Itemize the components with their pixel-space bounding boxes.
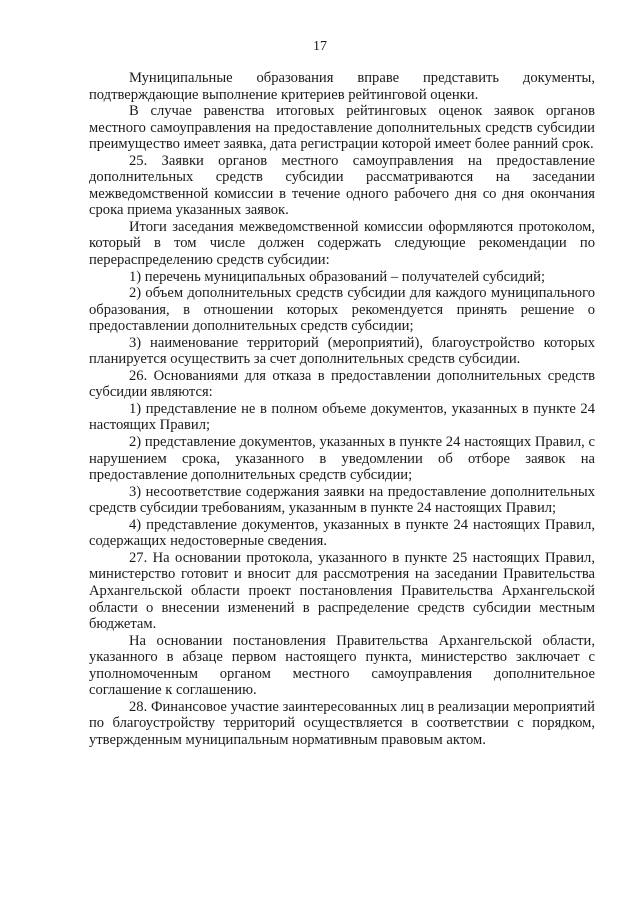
list-item: 3) несоответствие содержания заявки на предоставление дополнительных средств субсидии требованиям, указанным в пункте 24 настоящих Правил; [89, 483, 595, 517]
list-item: 1) представление не в полном объеме документов, указанных в пункте 24 настоящих Правил; [89, 400, 595, 434]
paragraph: На основании постановления Правительства Архангельской области, указанного в абзаце первом настоящего пункта, министерство заключает с уполномоченным органом местного самоуправления дополнительное соглашение к соглашению. [89, 632, 595, 699]
paragraph: 25. Заявки органов местного самоуправления на предоставление дополнительных средств субсидии рассматриваются на заседании межведомственной комиссии в течение одного рабочего дня со дня окончания срока приема указанных заявок. [89, 152, 595, 219]
paragraph: Муниципальные образования вправе представить документы, подтверждающие выполнение критериев рейтинговой оценки. [89, 70, 595, 103]
paragraph: В случае равенства итоговых рейтинговых оценок заявок органов местного самоуправления на предоставление дополнительных средств субсидии преимущество имеет заявка, дата регистрации которой имеет более ранний срок. [89, 103, 595, 153]
list-item: 2) представление документов, указанных в пункте 24 настоящих Правил, с нарушением срока, указанного в уведомлении об отборе заявок на предоставление дополнительных средств субсидии; [89, 434, 595, 484]
list-item: 4) представление документов, указанных в пункте 24 настоящих Правил, содержащих недостоверные сведения. [89, 516, 595, 550]
list-item: 3) наименование территорий (мероприятий), благоустройство которых планируется осуществить за счет дополнительных средств субсидии. [89, 334, 595, 368]
paragraph: 26. Основаниями для отказа в предоставлении дополнительных средств субсидии являются: [89, 367, 595, 401]
list-item: 2) объем дополнительных средств субсидии для каждого муниципального образования, в отношении которых рекомендуется принять решение о предоставлении дополнительных средств субсидии; [89, 285, 595, 335]
paragraph: 27. На основании протокола, указанного в пункте 25 настоящих Правил, министерство готовит и вносит для рассмотрения на заседании Правительства Архангельской области проект постановления Правительства Архангельской области о внесении изменений в распределение средств субсидии местным бюджетам. [89, 549, 595, 633]
list-item: 1) перечень муниципальных образований – получателей субсидий; [129, 268, 545, 285]
paragraph: 28. Финансовое участие заинтересованных лиц в реализации мероприятий по благоустройству территорий осуществляется в соответствии с порядком, утвержденным муниципальным нормативным правовым актом. [89, 698, 595, 748]
paragraph: Итоги заседания межведомственной комиссии оформляются протоколом, который в том числе должен содержать следующие рекомендации по перераспределению средств субсидии: [89, 218, 595, 269]
page-number: 17 [313, 39, 327, 54]
document-body [89, 70, 595, 748]
